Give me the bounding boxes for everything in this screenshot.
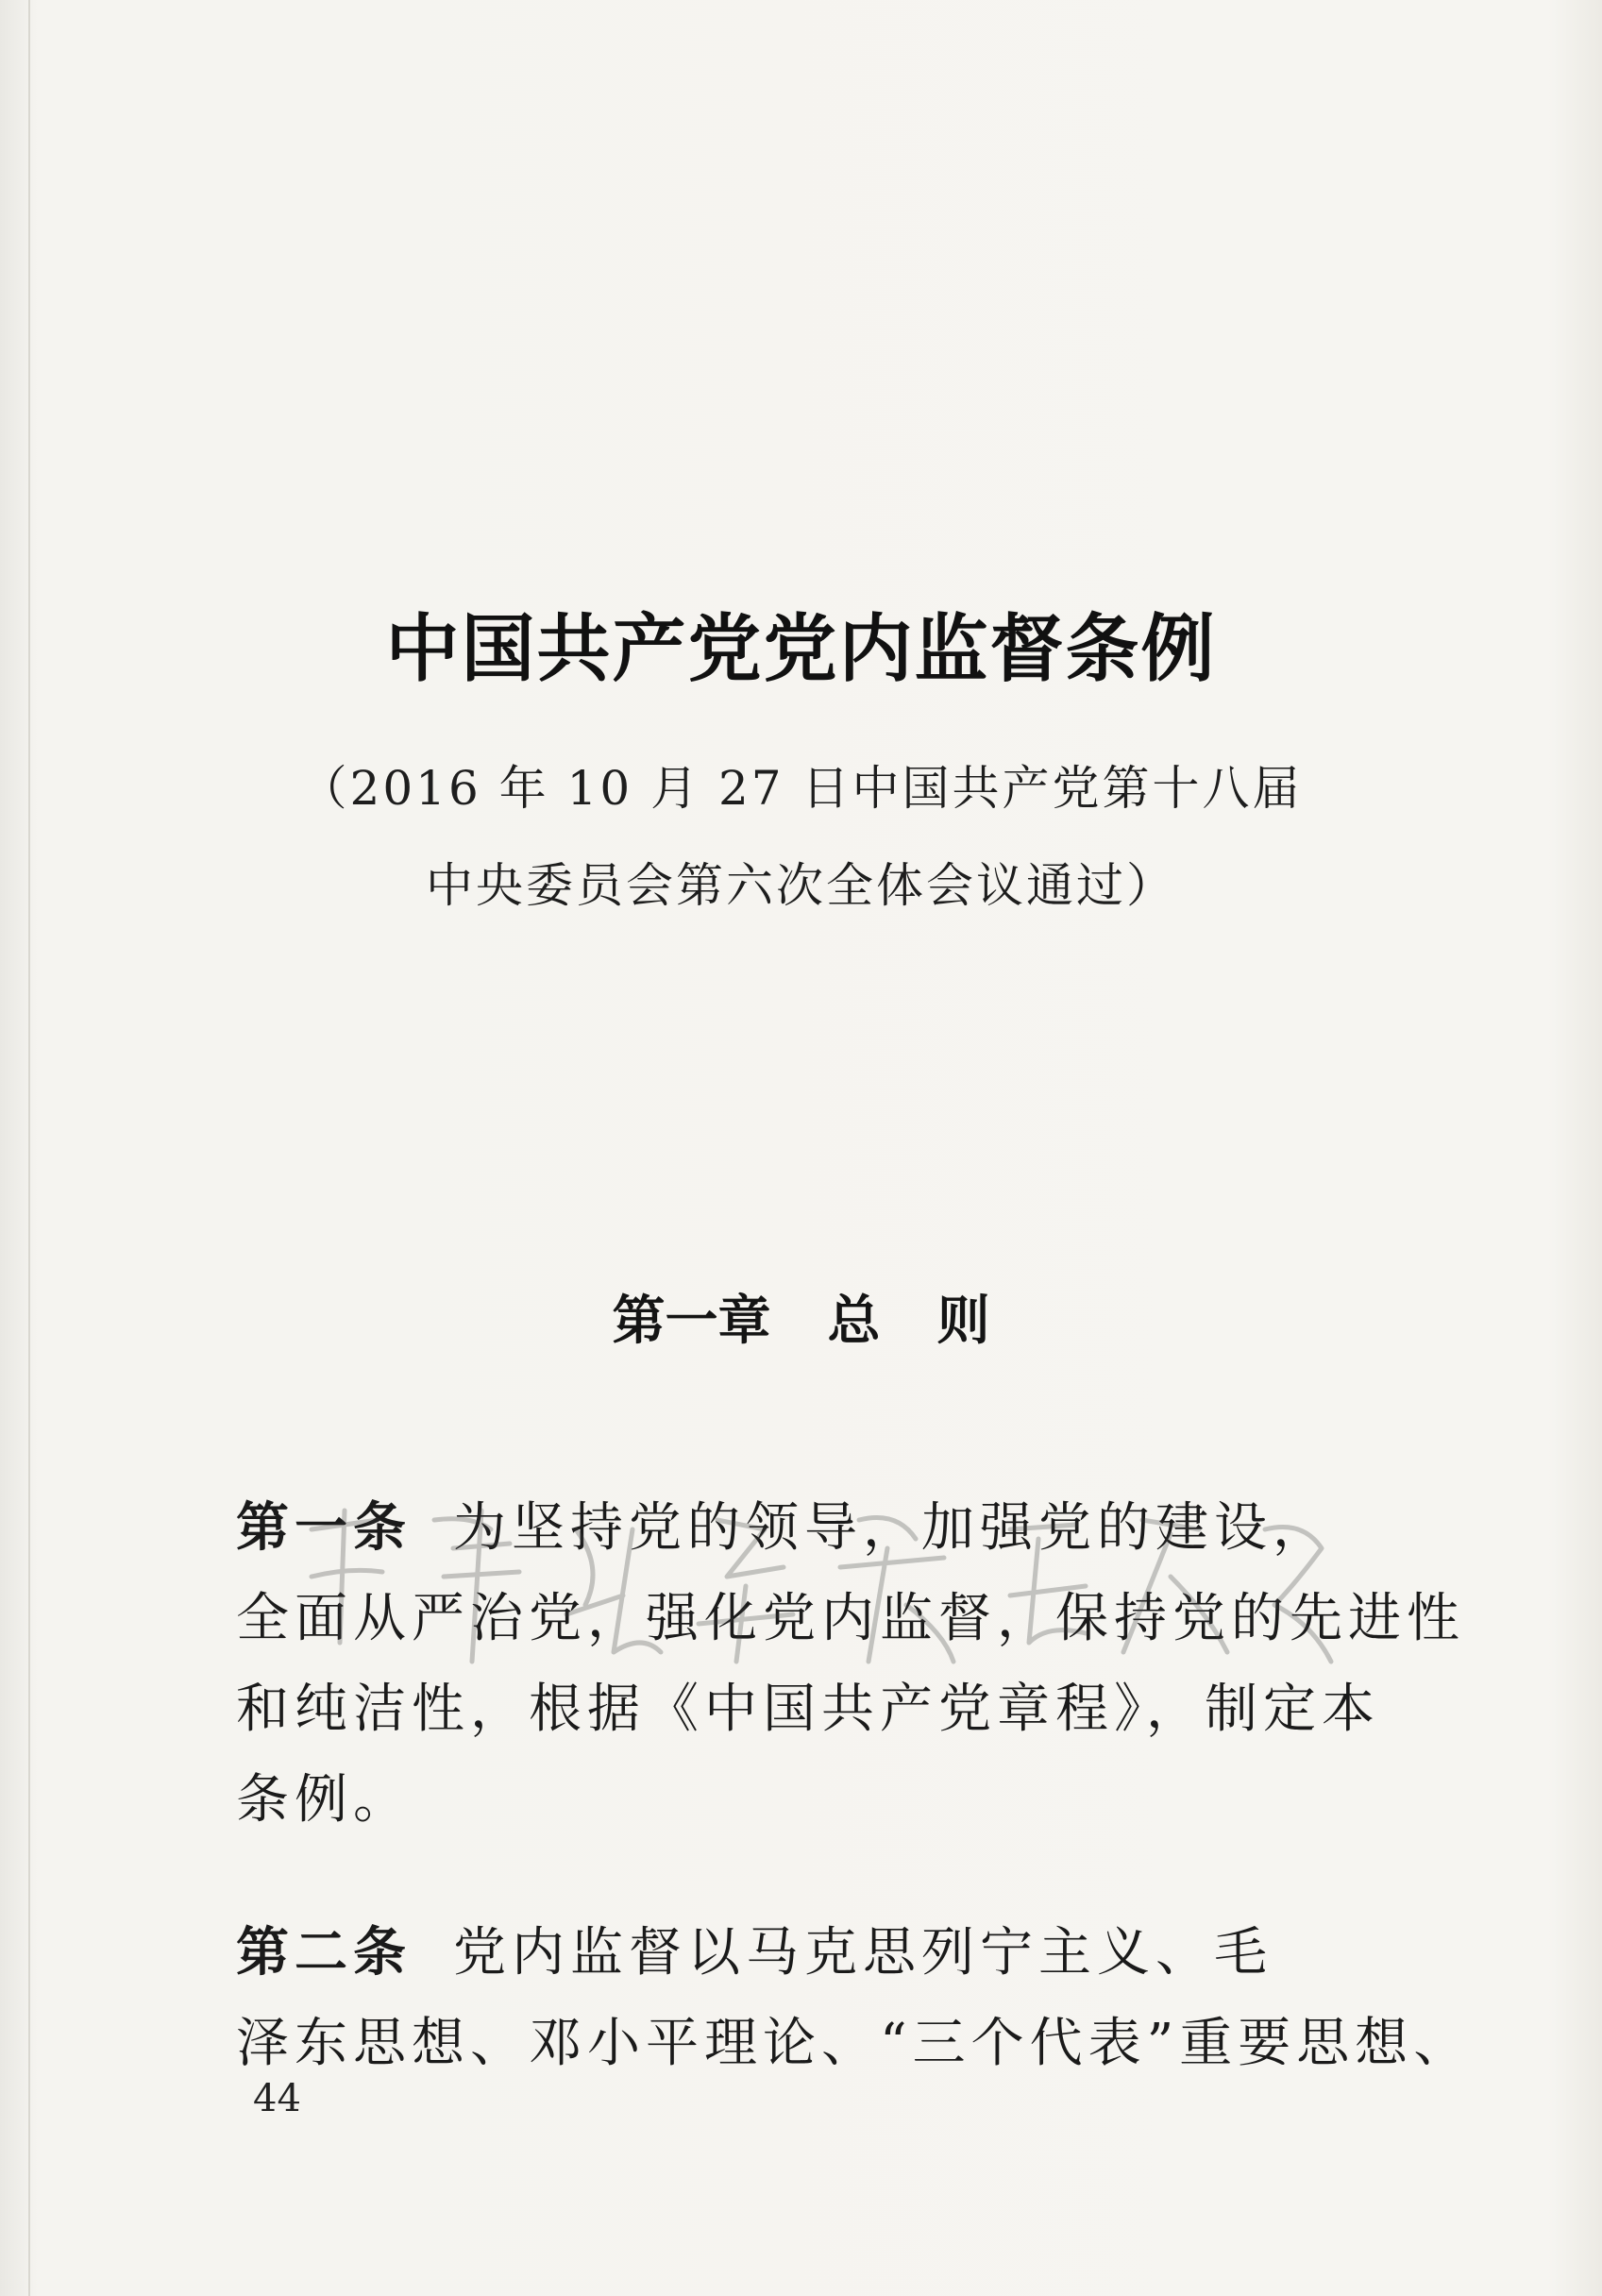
article-1-line-4: 条例。 bbox=[236, 1769, 412, 1831]
article-2-label: 第二条 bbox=[236, 1921, 412, 1984]
page-number: 44 bbox=[253, 2077, 301, 2120]
article-1-line-3: 和纯洁性，根据《中国共产党章程》，制定本 bbox=[236, 1679, 1380, 1740]
subtitle-line-2: 中央委员会第六次全体会议通过） bbox=[426, 858, 1176, 913]
chapter-title-char-2: 则 bbox=[936, 1290, 990, 1352]
document-title: 中国共产党党内监督条例 bbox=[385, 606, 1217, 692]
article-2-line-2: 泽东思想、邓小平理论、“三个代表”重要思想、 bbox=[236, 2013, 1473, 2074]
chapter-number: 第一章 bbox=[612, 1290, 771, 1352]
chapter-heading bbox=[0, 1279, 1602, 1355]
article-1-line-2: 全面从严治党，强化党内监督，保持党的先进性 bbox=[236, 1588, 1465, 1649]
article-1-label: 第一条 bbox=[236, 1496, 412, 1559]
article-2 bbox=[236, 1907, 1473, 2089]
handwritten-watermark bbox=[293, 1492, 1350, 1680]
chapter-title-char-1: 总 bbox=[827, 1290, 881, 1352]
article-2-first-line bbox=[236, 1907, 1397, 1999]
article-1-line-1: 为坚持党的领导，加强党的建设， bbox=[453, 1497, 1331, 1559]
article-2-line-1: 党内监督以马克思列宁主义、毛 bbox=[453, 1922, 1273, 1984]
page-edge-shadow bbox=[28, 0, 30, 2296]
subtitle-line-1: （2016 年 10 月 27 日中国共产党第十八届 bbox=[299, 761, 1303, 816]
